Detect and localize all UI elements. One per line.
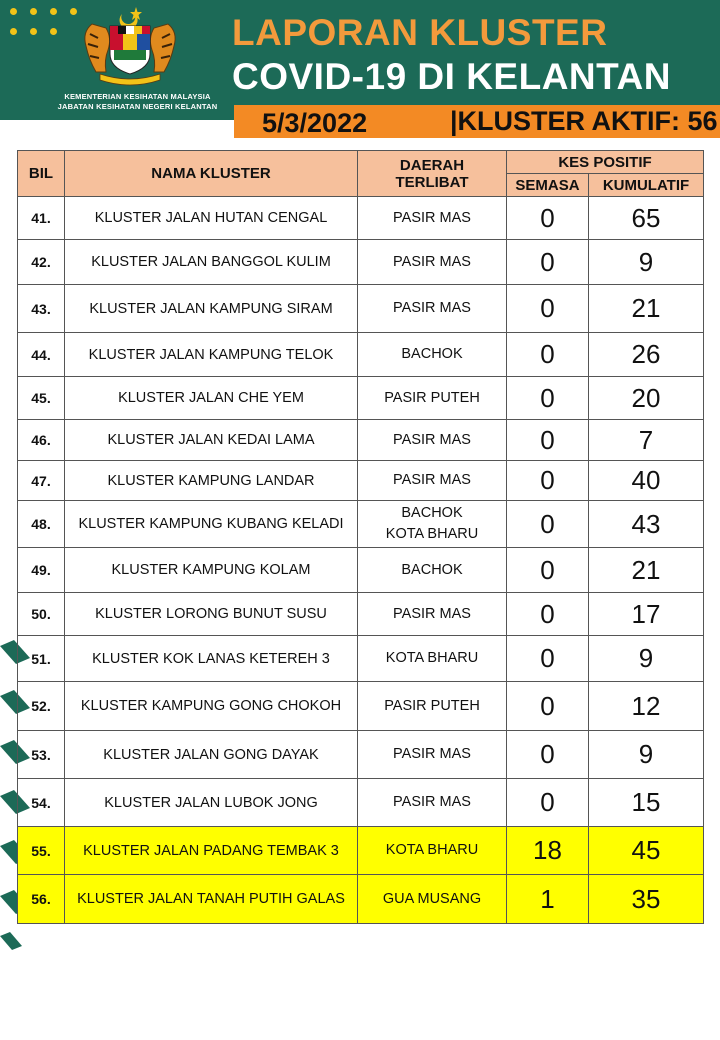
table-row [18, 197, 704, 240]
cell-semasa: 0 [507, 240, 589, 285]
cell-kumulatif: 7 [589, 420, 704, 461]
cell-semasa: 0 [507, 420, 589, 461]
cell-semasa: 1 [507, 875, 589, 924]
cell-nama-kluster: KLUSTER JALAN BANGGOL KULIM [65, 240, 358, 285]
cell-nama-kluster: KLUSTER LORONG BUNUT SUSU [65, 593, 358, 636]
table-row [18, 779, 704, 827]
cell-daerah [358, 875, 507, 924]
cell-nama-kluster: KLUSTER JALAN PADANG TEMBAK 3 [65, 827, 358, 875]
col-header-bil: BIL [18, 151, 65, 197]
report-date: 5/3/2022 [262, 108, 368, 138]
ministry-name: KEMENTERIAN KESIHATAN MALAYSIA [64, 92, 211, 101]
cell-nama-kluster: KLUSTER JALAN KAMPUNG SIRAM [65, 285, 358, 333]
cell-daerah [358, 593, 507, 636]
cell-kumulatif: 21 [589, 548, 704, 593]
table-row [18, 593, 704, 636]
table-row [18, 377, 704, 420]
table-row [18, 548, 704, 593]
daerah-line1: PASIR MAS [393, 209, 471, 226]
cell-semasa: 0 [507, 593, 589, 636]
cell-kumulatif: 20 [589, 377, 704, 420]
cell-bil: 48. [18, 501, 65, 548]
cell-bil: 55. [18, 827, 65, 875]
daerah-line1: PASIR MAS [393, 794, 471, 810]
cell-bil: 45. [18, 377, 65, 420]
cell-kumulatif: 43 [589, 501, 704, 548]
header-banner [0, 0, 720, 120]
cell-bil: 53. [18, 731, 65, 779]
daerah-line1: BACHOK [401, 505, 463, 521]
cell-daerah [358, 333, 507, 377]
cell-daerah [358, 197, 507, 240]
daerah-line1: KOTA BHARU [385, 650, 479, 666]
col-header-daerah-line2: TERLIBAT [395, 173, 469, 191]
table-row [18, 461, 704, 501]
cell-semasa: 0 [507, 377, 589, 420]
daerah-line1: PASIR PUTEH [384, 389, 480, 406]
cell-kumulatif: 35 [589, 875, 704, 924]
table-row [18, 501, 704, 548]
cell-daerah [358, 827, 507, 875]
cell-semasa: 0 [507, 461, 589, 501]
cell-daerah [358, 420, 507, 461]
cell-daerah [358, 461, 507, 501]
cell-daerah [358, 731, 507, 779]
cluster-table-body [18, 197, 704, 924]
cell-daerah [358, 548, 507, 593]
table-row [18, 420, 704, 461]
col-header-kes-positif: KES POSITIF [507, 151, 704, 174]
coat-of-arms-icon [70, 4, 190, 90]
cell-nama-kluster: KLUSTER JALAN GONG DAYAK [65, 731, 358, 779]
cell-bil: 47. [18, 461, 65, 501]
daerah-line1: PASIR MAS [393, 605, 471, 622]
cell-nama-kluster: KLUSTER KAMPUNG KUBANG KELADI [65, 501, 358, 548]
daerah-line1: BACHOK [401, 346, 463, 362]
cell-bil: 52. [18, 682, 65, 731]
daerah-line1: BACHOK [401, 561, 463, 578]
cell-semasa: 0 [507, 636, 589, 682]
cell-kumulatif: 17 [589, 593, 704, 636]
cell-daerah [358, 501, 507, 548]
cell-kumulatif: 15 [589, 779, 704, 827]
cell-nama-kluster: KLUSTER KAMPUNG LANDAR [65, 461, 358, 501]
cell-bil: 41. [18, 197, 65, 240]
cell-semasa: 0 [507, 333, 589, 377]
report-subtitle: COVID-19 DI KELANTAN [232, 56, 671, 97]
col-header-daerah [358, 151, 507, 197]
cell-bil: 46. [18, 420, 65, 461]
cell-nama-kluster: KLUSTER JALAN KAMPUNG TELOK [65, 333, 358, 377]
cell-bil: 51. [18, 636, 65, 682]
cell-bil: 42. [18, 240, 65, 285]
cell-kumulatif: 21 [589, 285, 704, 333]
daerah-line2: KOTA BHARU [385, 526, 479, 542]
table-row [18, 333, 704, 377]
daerah-line1: PASIR MAS [393, 431, 471, 448]
cell-bil: 54. [18, 779, 65, 827]
cell-bil: 50. [18, 593, 65, 636]
table-row [18, 875, 704, 924]
cell-nama-kluster: KLUSTER KAMPUNG KOLAM [65, 548, 358, 593]
table-row [18, 827, 704, 875]
cell-nama-kluster: KLUSTER JALAN TANAH PUTIH GALAS [65, 875, 358, 924]
col-header-daerah-line1: DAERAH [399, 156, 465, 174]
cell-nama-kluster: KLUSTER KOK LANAS KETEREH 3 [65, 636, 358, 682]
department-name: JABATAN KESIHATAN NEGERI KELANTAN [57, 102, 218, 111]
col-header-semasa: SEMASA [507, 174, 589, 197]
cluster-table [17, 150, 704, 924]
decorative-dots [8, 6, 78, 42]
table-row [18, 731, 704, 779]
cell-nama-kluster: KLUSTER JALAN HUTAN CENGAL [65, 197, 358, 240]
cell-kumulatif: 45 [589, 827, 704, 875]
cell-daerah [358, 779, 507, 827]
active-cluster-count: |KLUSTER AKTIF: 56 [450, 106, 718, 136]
daerah-line1: PASIR MAS [393, 472, 471, 488]
cell-kumulatif: 65 [589, 197, 704, 240]
table-row [18, 682, 704, 731]
cell-nama-kluster: KLUSTER JALAN KEDAI LAMA [65, 420, 358, 461]
cell-kumulatif: 9 [589, 731, 704, 779]
cell-semasa: 0 [507, 682, 589, 731]
cell-kumulatif: 12 [589, 682, 704, 731]
cell-semasa: 0 [507, 731, 589, 779]
cell-semasa: 0 [507, 548, 589, 593]
cell-daerah [358, 377, 507, 420]
cell-daerah [358, 240, 507, 285]
cell-kumulatif: 40 [589, 461, 704, 501]
cell-kumulatif: 9 [589, 240, 704, 285]
col-header-kumulatif: KUMULATIF [589, 174, 704, 197]
table-row [18, 636, 704, 682]
cell-bil: 56. [18, 875, 65, 924]
table-row [18, 285, 704, 333]
col-header-nama: NAMA KLUSTER [65, 151, 358, 197]
cell-semasa: 0 [507, 285, 589, 333]
cell-nama-kluster: KLUSTER KAMPUNG GONG CHOKOH [65, 682, 358, 731]
daerah-line1: PASIR MAS [393, 746, 471, 762]
daerah-line1: PASIR MAS [393, 300, 471, 316]
cell-nama-kluster: KLUSTER JALAN CHE YEM [65, 377, 358, 420]
daerah-line1: GUA MUSANG [382, 890, 482, 907]
table-row [18, 240, 704, 285]
daerah-line1: KOTA BHARU [385, 842, 479, 858]
cell-semasa: 0 [507, 501, 589, 548]
cell-bil: 43. [18, 285, 65, 333]
cell-daerah [358, 636, 507, 682]
daerah-line1: PASIR MAS [393, 253, 471, 270]
cell-kumulatif: 26 [589, 333, 704, 377]
cell-nama-kluster: KLUSTER JALAN LUBOK JONG [65, 779, 358, 827]
cell-daerah [358, 285, 507, 333]
cell-bil: 44. [18, 333, 65, 377]
report-title: LAPORAN KLUSTER [232, 12, 608, 53]
cell-bil: 49. [18, 548, 65, 593]
daerah-line1: PASIR PUTEH [384, 697, 480, 714]
cell-semasa: 0 [507, 779, 589, 827]
cell-semasa: 0 [507, 197, 589, 240]
cell-semasa: 18 [507, 827, 589, 875]
cell-daerah [358, 682, 507, 731]
cell-kumulatif: 9 [589, 636, 704, 682]
